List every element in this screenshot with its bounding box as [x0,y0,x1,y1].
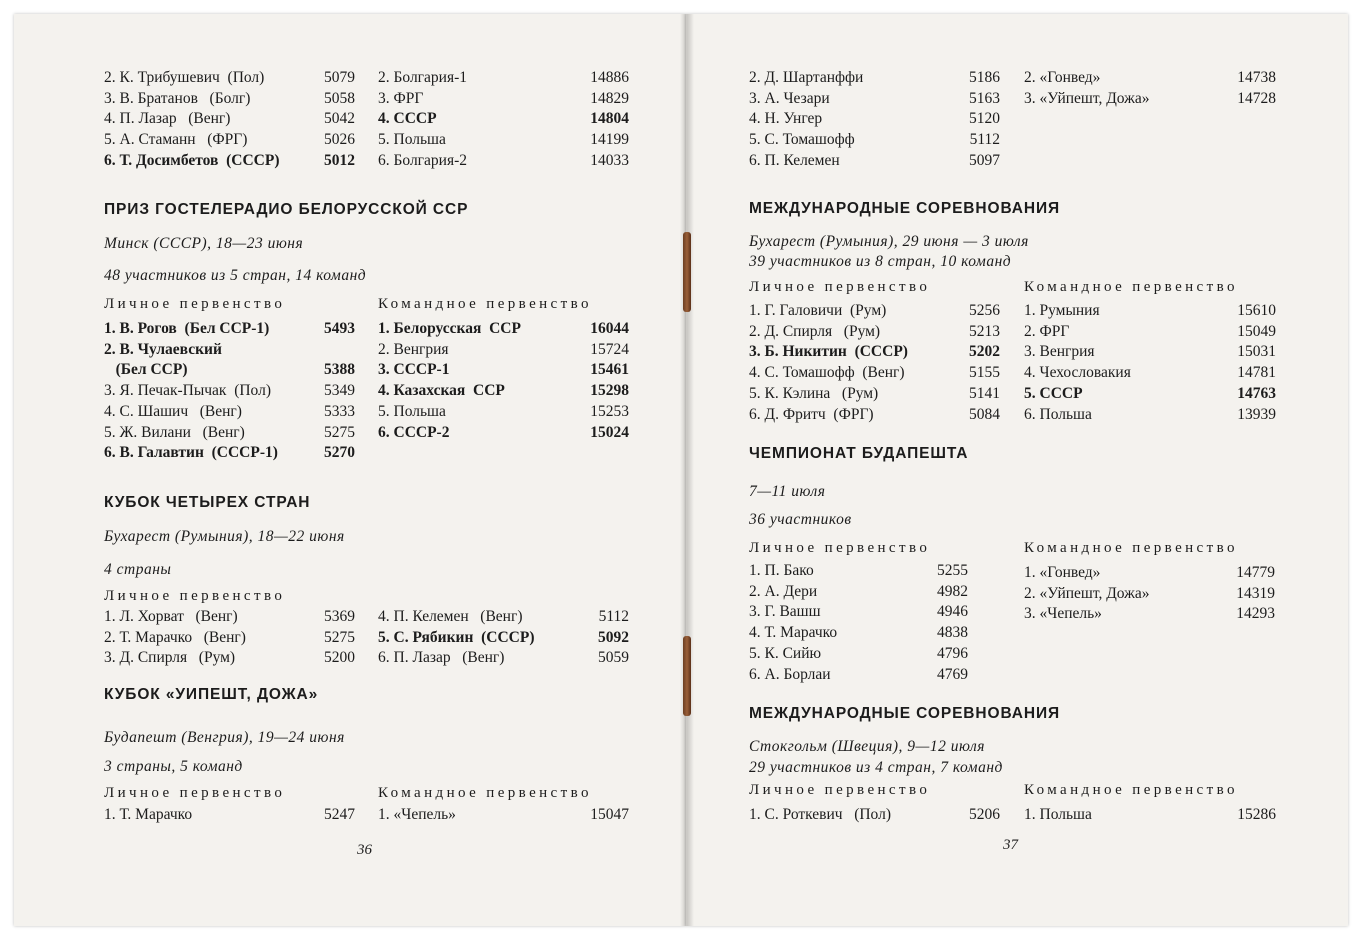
right-sec1-team-score: 14763 [1237,384,1276,402]
right-sec1-individual-name: 6. Д. Фритч (ФРГ) [749,405,874,423]
left-top-individual-name: 5. А. Стаманн (ФРГ) [104,131,248,149]
right-sec1-info: 39 участников из 8 стран, 10 команд [749,253,1012,270]
right-sec1-team-name: 6. Польша [1024,405,1092,423]
right-sec1-team-score: 15610 [1237,302,1276,319]
right-sec3-team-score: 15286 [1237,806,1276,823]
left-sec1-team-name: 5. Польша [378,402,446,420]
left-sec1-individual-name: 2. В. Чулаевский [104,340,222,358]
left-sec1-title: ПРИЗ ГОСТЕЛЕРАДИО БЕЛОРУССКОЙ ССР [104,201,469,218]
left-sec1-individual-score: 5275 [324,423,355,441]
left-top-team-name: 6. Болгария-2 [378,151,468,169]
staple-top [683,232,691,312]
left-sec1-individual-name: 3. Я. Печак-Пычак (Пол) [104,382,272,400]
right-sec3-place: Стокгольм (Швеция), 9—12 июля [749,738,985,755]
left-sec1-team-name: 1. Белорусская ССР [378,320,521,337]
right-top-individual-name: 2. Д. Шартанффи [749,69,864,86]
right-sec1-individual-score: 5155 [969,364,1000,382]
left-top-team-name: 4. СССР [378,110,437,128]
right-sec1-individual-score: 5213 [969,322,1000,340]
right-sec2-individual-name: 4. Т. Марачко [749,624,838,642]
left-sec3-title: КУБОК «УИПЕШТ, ДОЖА» [104,686,319,703]
left-top-individual-score: 5026 [324,131,355,149]
right-sec2-team-score: 14779 [1236,564,1275,581]
right-top-team-name: 2. «Гонвед» [1024,69,1101,86]
left-sec2-title: КУБОК ЧЕТЫРЕХ СТРАН [104,494,311,511]
left-sec1-individual-score: 5493 [324,320,355,337]
right-top-individual-name: 3. А. Чезари [749,89,830,107]
left-top-individual-score: 5058 [324,89,355,107]
left-top-individual-score: 5012 [324,151,355,169]
right-sec1-team-name: 1. Румыния [1024,302,1100,319]
left-sec3-team-name: 1. «Чепель» [378,806,456,823]
right-sec2-individual-score: 4946 [937,603,968,621]
left-sec1-individual-score: 5349 [324,382,355,400]
right-sec2-team-name: 1. «Гонвед» [1024,564,1101,581]
right-sec1-individual-name: 4. С. Томашофф (Венг) [749,364,905,382]
left-top-individual-name: 2. К. Трибушевич (Пол) [104,69,265,86]
right-top-individual-name: 5. С. Томашофф [749,131,855,149]
left-top-individual-score: 5042 [324,110,355,128]
right-sec1-team-score: 13939 [1237,405,1276,423]
left-sec2-individual-score: 5369 [324,608,355,625]
staple-bottom [683,636,691,716]
left-sec2-individual-cont-name: 4. П. Келемен (Венг) [378,608,523,625]
right-sec1-team-label: Командное первенство [1024,279,1238,295]
left-sec2-individual-cont-name: 6. П. Лазар (Венг) [378,649,505,667]
left-page-number: 36 [357,842,372,858]
right-sec1-team-score: 15049 [1237,322,1276,340]
right-top-individual-name: 4. Н. Унгер [749,110,823,128]
left-sec2-individual-label: Личное первенство [104,588,286,604]
left-sec3-individual-score: 5247 [324,806,355,823]
right-sec2-individual-score: 4796 [937,644,968,662]
right-sec3-team-name: 1. Польша [1024,806,1092,823]
right-sec1-team-name: 3. Венгрия [1024,343,1095,361]
right-sec2-individual-score: 4838 [937,624,968,642]
left-sec1-individual-name: (Бел ССР) [104,361,188,379]
right-sec1-individual-score: 5202 [969,343,1000,361]
right-sec1-individual-score: 5084 [969,405,1000,423]
right-top-team-score: 14728 [1237,89,1276,107]
right-sec2-team-score: 14319 [1236,584,1275,602]
left-sec3-place: Будапешт (Венгрия), 19—24 июня [104,729,345,746]
right-sec3-individual-label: Личное первенство [749,782,931,798]
right-sec2-info: 36 участников [749,511,852,528]
left-sec1-team-score: 15253 [590,402,629,420]
left-sec1-team-name: 3. СССР-1 [378,361,450,379]
right-sec1-individual-label: Личное первенство [749,279,931,295]
left-sec1-team-score: 15461 [590,361,629,379]
left-top-team-score: 14199 [590,131,629,149]
right-sec1-team-score: 15031 [1237,343,1276,361]
left-top-individual-name: 4. П. Лазар (Венг) [104,110,231,128]
right-sec2-individual-name: 6. А. Борлаи [749,665,831,683]
right-sec2-team-score: 14293 [1236,605,1275,623]
right-sec2-team-name: 2. «Уйпешт, Дожа» [1024,584,1150,602]
right-top-individual-name: 6. П. Келемен [749,151,840,169]
left-sec2-individual-cont-score: 5112 [598,608,629,625]
left-sec1-individual-score: 5388 [324,361,355,379]
right-sec3-individual-score: 5206 [969,806,1000,823]
right-top-individual-score: 5163 [969,89,1000,107]
left-sec2-individual-cont-score: 5092 [598,628,629,646]
left-sec1-individual-name: 5. Ж. Вилани (Венг) [104,423,245,441]
right-sec1-title: МЕЖДУНАРОДНЫЕ СОРЕВНОВАНИЯ [749,200,1061,217]
right-sec1-individual-score: 5256 [969,302,1000,319]
right-sec1-individual-name: 1. Г. Галовичи (Рум) [749,302,887,319]
right-top-team-name: 3. «Уйпешт, Дожа» [1024,89,1150,107]
right-sec2-individual-name: 1. П. Бако [749,562,814,579]
right-sec1-team-name: 2. ФРГ [1024,322,1070,340]
left-sec3-info: 3 страны, 5 команд [104,758,243,775]
left-sec1-team-name: 2. Венгрия [378,340,449,358]
right-sec2-individual-label: Личное первенство [749,540,931,556]
left-sec1-team-score: 16044 [590,320,629,337]
left-sec2-individual-cont-name: 5. С. Рябикин (СССР) [378,628,535,646]
right-sec2-individual-score: 4769 [937,665,968,683]
right-sec2-team-name: 3. «Чепель» [1024,605,1102,623]
left-sec1-individual-name: 4. С. Шашич (Венг) [104,402,242,420]
right-sec3-individual-name: 1. С. Роткевич (Пол) [749,806,891,823]
right-sec2-individual-name: 2. А. Дери [749,582,818,600]
left-sec1-individual-label: Личное первенство [104,296,286,312]
right-sec1-team-score: 14781 [1237,364,1276,382]
right-page-number: 37 [1003,837,1018,853]
left-top-individual-name: 6. Т. Досимбетов (СССР) [104,151,280,169]
left-sec2-individual-name: 1. Л. Хорват (Венг) [104,608,238,625]
left-sec3-team-score: 15047 [590,806,629,823]
right-sec2-individual-score: 5255 [937,562,968,579]
right-sec1-individual-name: 3. Б. Никитин (СССР) [749,343,908,361]
left-top-team-score: 14886 [590,69,629,86]
right-sec3-team-label: Командное первенство [1024,782,1238,798]
left-sec3-individual-label: Личное первенство [104,785,286,801]
right-sec1-individual-name: 2. Д. Спирля (Рум) [749,322,881,340]
left-sec2-individual-name: 2. Т. Марачко (Венг) [104,628,246,646]
left-sec2-individual-cont-score: 5059 [598,649,629,667]
left-top-team-score: 14829 [590,89,629,107]
right-sec3-info: 29 участников из 4 стран, 7 команд [749,759,1003,776]
left-sec2-place: Бухарест (Румыния), 18—22 июня [104,528,345,545]
left-sec1-team-name: 6. СССР-2 [378,423,450,441]
right-top-individual-score: 5097 [969,151,1000,169]
left-top-team-name: 2. Болгария-1 [378,69,468,86]
right-sec1-place: Бухарест (Румыния), 29 июня — 3 июля [749,233,1029,250]
left-sec1-team-score: 15298 [590,382,629,400]
left-sec1-individual-score: 5270 [324,444,355,462]
left-top-team-score: 14804 [590,110,629,128]
right-top-individual-score: 5112 [969,131,1000,149]
left-sec2-individual-score: 5275 [324,628,355,646]
left-sec3-team-label: Командное первенство [378,785,592,801]
left-sec2-info: 4 страны [104,561,172,578]
left-sec3-individual-name: 1. Т. Марачко [104,806,193,823]
right-sec2-individual-name: 3. Г. Вашш [749,603,821,621]
left-sec1-team-name: 4. Казахская ССР [378,382,505,400]
left-sec1-info: 48 участников из 5 стран, 14 команд [104,267,367,284]
right-sec1-team-name: 4. Чехословакия [1024,364,1131,382]
right-top-team-score: 14738 [1237,69,1276,86]
left-sec1-individual-name: 6. В. Галавтин (СССР-1) [104,444,278,462]
left-sec1-place: Минск (СССР), 18—23 июня [104,235,304,252]
right-sec1-individual-name: 5. К. Кэлина (Рум) [749,384,879,402]
left-top-team-score: 14033 [590,151,629,169]
left-top-individual-score: 5079 [324,69,355,86]
right-sec2-individual-name: 5. К. Сийю [749,644,822,662]
right-top-individual-score: 5120 [969,110,1000,128]
right-sec2-place: 7—11 июля [749,483,826,500]
left-top-team-name: 3. ФРГ [378,89,424,107]
right-sec1-individual-score: 5141 [969,384,1000,402]
right-sec1-team-name: 5. СССР [1024,384,1083,402]
book-gutter [680,14,694,926]
right-sec2-title: ЧЕМПИОНАТ БУДАПЕШТА [749,445,969,462]
left-sec1-individual-score: 5333 [324,402,355,420]
left-sec2-individual-name: 3. Д. Спирля (Рум) [104,649,236,667]
left-sec2-individual-score: 5200 [324,649,355,667]
right-top-individual-score: 5186 [969,69,1000,86]
right-sec2-team-label: Командное первенство [1024,540,1238,556]
left-sec1-team-score: 15724 [590,340,629,358]
right-sec2-individual-score: 4982 [937,582,968,600]
left-top-individual-name: 3. В. Братанов (Болг) [104,89,251,107]
right-sec3-title: МЕЖДУНАРОДНЫЕ СОРЕВНОВАНИЯ [749,705,1061,722]
left-top-team-name: 5. Польша [378,131,446,149]
left-sec1-team-score: 15024 [590,423,629,441]
left-sec1-team-label: Командное первенство [378,296,592,312]
left-sec1-individual-name: 1. В. Рогов (Бел ССР-1) [104,320,270,337]
